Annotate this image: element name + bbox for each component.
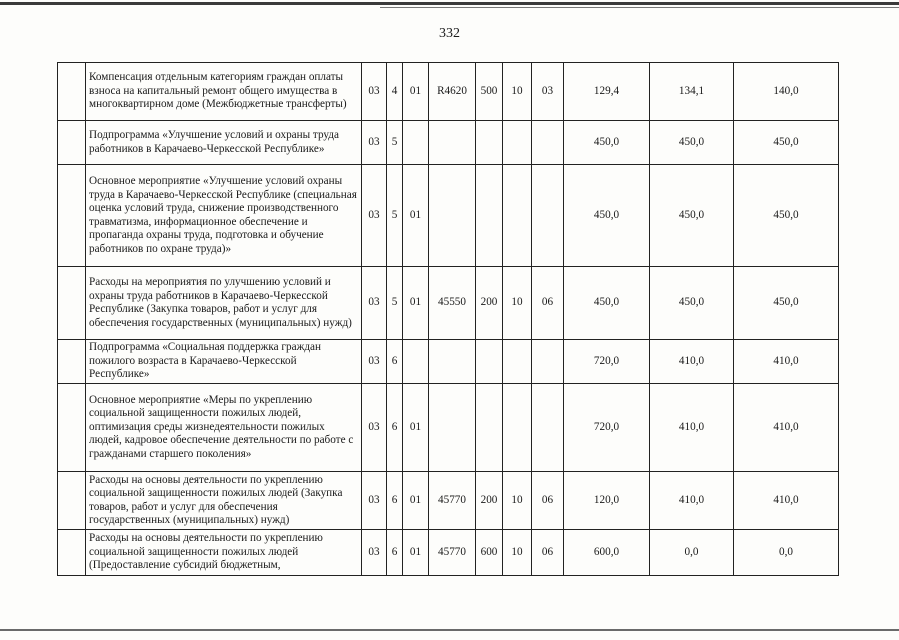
row-description: Основное мероприятие «Меры по укреплению социальной защищенности пожилых людей, оптимизация среды жизнедеятельности пожилых людей, кадровое обеспечение деятельности по работе с гражданами старшего поколения» [86,384,362,472]
row-number-cell [58,530,86,576]
amount-year-1: 129,4 [564,63,650,121]
amount-year-3: 140,0 [734,63,839,121]
subprogram-code: 6 [387,530,403,576]
section-code [503,384,532,472]
amount-year-1: 450,0 [564,267,650,340]
amount-year-1: 600,0 [564,530,650,576]
row-number-cell [58,384,86,472]
section-code [503,165,532,267]
amount-year-3: 450,0 [734,267,839,340]
row-description: Расходы на мероприятия по улучшению условий и охраны труда работников в Карачаево-Черкесской Республике (Закупка товаров, работ и услуг для обеспечения государственных (муниципальных) нужд) [86,267,362,340]
top-border-line-secondary [380,7,899,8]
subsection-code [532,340,564,384]
section-code: 10 [503,63,532,121]
table-row [58,340,839,384]
event-code: 01 [403,267,429,340]
event-code: 01 [403,165,429,267]
subsection-code [532,121,564,165]
event-code [403,340,429,384]
expense-type-code: 200 [476,267,503,340]
amount-year-3: 450,0 [734,121,839,165]
row-number-cell [58,340,86,384]
table-row [58,530,839,576]
row-description: Подпрограмма «Улучшение условий и охраны труда работников в Карачаево-Черкесской Республике» [86,121,362,165]
amount-year-3: 410,0 [734,472,839,530]
direction-code [429,340,476,384]
program-code: 03 [362,530,387,576]
amount-year-3: 410,0 [734,384,839,472]
bottom-border-line [0,629,899,631]
table-row [58,121,839,165]
event-code: 01 [403,63,429,121]
budget-table [57,62,839,576]
amount-year-2: 450,0 [650,165,734,267]
subsection-code: 03 [532,63,564,121]
amount-year-3: 410,0 [734,340,839,384]
program-code: 03 [362,340,387,384]
table-row [58,165,839,267]
expense-type-code [476,121,503,165]
table-row [58,267,839,340]
expense-type-code: 600 [476,530,503,576]
subsection-code: 06 [532,267,564,340]
subprogram-code: 4 [387,63,403,121]
subsection-code: 06 [532,530,564,576]
direction-code [429,384,476,472]
amount-year-2: 410,0 [650,384,734,472]
table-row [58,63,839,121]
program-code: 03 [362,267,387,340]
event-code: 01 [403,472,429,530]
row-description: Компенсация отдельным категориям граждан оплаты взноса на капитальный ремонт общего имущества в многоквартирном доме (Межбюджетные трансферты) [86,63,362,121]
direction-code: 45770 [429,472,476,530]
amount-year-2: 134,1 [650,63,734,121]
row-description: Основное мероприятие «Улучшение условий охраны труда в Карачаево-Черкесской Республике (специальная оценка условий труда, снижение производственного травматизма, информационное обеспечение и пропаганда охраны труда, подготовка и обучение работников по охране труда)» [86,165,362,267]
subsection-code [532,384,564,472]
row-number-cell [58,121,86,165]
direction-code [429,121,476,165]
program-code: 03 [362,165,387,267]
section-code [503,340,532,384]
row-description: Подпрограмма «Социальная поддержка граждан пожилого возраста в Карачаево-Черкесской Республике» [86,340,362,384]
program-code: 03 [362,384,387,472]
direction-code: R4620 [429,63,476,121]
amount-year-3: 0,0 [734,530,839,576]
amount-year-2: 410,0 [650,472,734,530]
direction-code: 45770 [429,530,476,576]
table-row [58,472,839,530]
row-number-cell [58,165,86,267]
expense-type-code: 500 [476,63,503,121]
amount-year-2: 410,0 [650,340,734,384]
row-description: Расходы на основы деятельности по укреплению социальной защищенности пожилых людей (Предоставление субсидий бюджетным, [86,530,362,576]
event-code: 01 [403,530,429,576]
program-code: 03 [362,63,387,121]
expense-type-code [476,384,503,472]
row-description: Расходы на основы деятельности по укреплению социальной защищенности пожилых людей (Закупка товаров, работ и услуг для обеспечения государственных (муниципальных) нужд) [86,472,362,530]
event-code [403,121,429,165]
amount-year-2: 0,0 [650,530,734,576]
row-number-cell [58,63,86,121]
amount-year-1: 720,0 [564,340,650,384]
amount-year-1: 720,0 [564,384,650,472]
expense-type-code [476,165,503,267]
expense-type-code [476,340,503,384]
expense-type-code: 200 [476,472,503,530]
subprogram-code: 5 [387,267,403,340]
row-number-cell [58,267,86,340]
subprogram-code: 5 [387,121,403,165]
section-code: 10 [503,472,532,530]
section-code [503,121,532,165]
amount-year-1: 450,0 [564,165,650,267]
subsection-code: 06 [532,472,564,530]
amount-year-2: 450,0 [650,121,734,165]
amount-year-1: 450,0 [564,121,650,165]
page-number: 332 [439,26,460,41]
amount-year-1: 120,0 [564,472,650,530]
top-border-line [0,2,899,5]
subsection-code [532,165,564,267]
program-code: 03 [362,472,387,530]
amount-year-3: 450,0 [734,165,839,267]
direction-code [429,165,476,267]
section-code: 10 [503,267,532,340]
subprogram-code: 6 [387,384,403,472]
event-code: 01 [403,384,429,472]
section-code: 10 [503,530,532,576]
subprogram-code: 6 [387,340,403,384]
subprogram-code: 5 [387,165,403,267]
row-number-cell [58,472,86,530]
program-code: 03 [362,121,387,165]
amount-year-2: 450,0 [650,267,734,340]
direction-code: 45550 [429,267,476,340]
table-row [58,384,839,472]
subprogram-code: 6 [387,472,403,530]
